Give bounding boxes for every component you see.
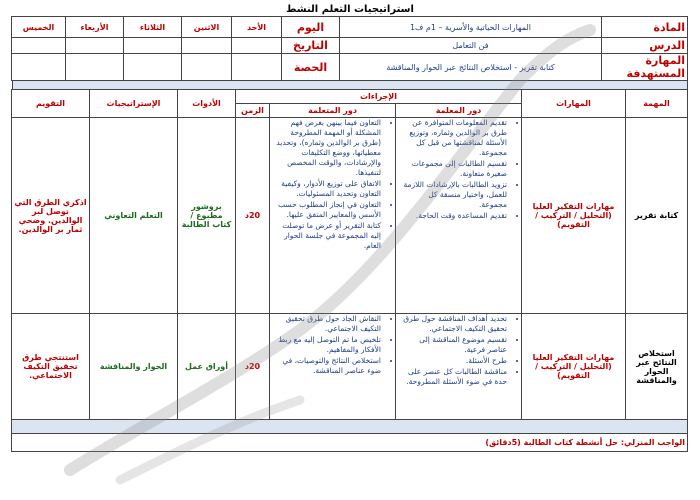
empty-band xyxy=(11,420,687,434)
period-label: الحصة xyxy=(282,54,340,81)
row2-teacher-role xyxy=(396,314,522,420)
row2-skills: مهارات التفكير العليا (التحليل / التركيب / التقويم) xyxy=(522,314,626,420)
list-item: • الاتفاق على توزيع الأدوار، وكيفية التعاون وتحديد المسئوليات. xyxy=(272,179,381,199)
lesson-value: فن التعامل xyxy=(340,38,602,54)
list-item: • تلخيص ما تم التوصل إليه مع ربط الأفكار والمفاهيم. xyxy=(272,335,381,355)
row2-task: استخلاص النتائج عبر الحوار والمناقشة xyxy=(626,314,688,420)
day-label: اليوم xyxy=(282,17,340,38)
lesson-plan-page xyxy=(12,4,688,496)
table-row xyxy=(11,118,687,314)
row2-student-role xyxy=(270,314,396,420)
list-item: • التعاون فيما بينهن بغرض فهم المشكلة أو المهمة المطروحة (طرق بر الوالدين وثماره)، وتحديد معطياتها، ووضع التكليفات والإرشادات، والوقت المخصص لتنفيذها. xyxy=(272,118,381,178)
header-tools: الأدوات xyxy=(177,90,235,118)
day-wednesday: الأربعاء xyxy=(66,17,124,38)
skill-value: كتابة تقرير - استخلاص النتائج عبر الحوار والمناقشة xyxy=(340,54,602,81)
skill-label: المهارة المستهدفة xyxy=(602,54,688,81)
day-monday: الاثنين xyxy=(182,17,232,38)
procedures-table xyxy=(11,89,688,452)
header-time: الزمن xyxy=(235,104,269,118)
page-title: استراتيجيات التعلم النشط xyxy=(286,4,414,15)
table-row xyxy=(11,314,687,420)
header-evaluation: التقويم xyxy=(11,90,89,118)
list-item: • تقديم المعلومات المتوافرة عن طرق بر الوالدين وثماره، وتوزيع الأسئلة لمناقشتها من قبل كل مجموعة. xyxy=(398,118,507,158)
row2-tools: أوراق عمل xyxy=(177,314,235,420)
header-procedures: الإجراءات xyxy=(235,90,521,104)
homework-line: الواجب المنزلي: حل أنشطة كتاب الطالبة (5دقائق) xyxy=(11,434,687,452)
list-item: • استخلاص النتائج والتوصيات، في ضوء عناصر المناقشة. xyxy=(272,356,381,376)
row1-evaluation: اذكري الطرق التي توصل لبر الوالدين. وضحي ثمار بر الوالدين. xyxy=(11,118,89,314)
row1-strategy: التعلم التعاوني xyxy=(89,118,177,314)
header-student-role: دور المتعلمة xyxy=(270,104,396,118)
header-task: المهمة xyxy=(626,90,688,118)
separator-band xyxy=(12,81,688,89)
row2-evaluation: استنتجي طرق تحقيق التكيف الاجتماعي. xyxy=(11,314,89,420)
row1-tools: بروشور مطبوع / كتاب الطالبة xyxy=(177,118,235,314)
list-item: • تقديم المساعدة وقت الحاجة. xyxy=(398,211,507,221)
day-sunday: الأحد xyxy=(232,17,282,38)
header-teacher-role: دور المعلمة xyxy=(396,104,522,118)
day-tuesday: الثلاثاء xyxy=(124,17,182,38)
row2-time: 20د xyxy=(235,314,269,420)
row1-time: 20د xyxy=(235,118,269,314)
list-item: • التعاون في إنجاز المطلوب حسب الأسس والمعايير المتفق عليها. xyxy=(272,200,381,220)
header-strategies: الإستراتيجيات xyxy=(89,90,177,118)
row2-strategy: الحوار والمناقشة xyxy=(89,314,177,420)
lesson-label: الدرس xyxy=(602,38,688,54)
header-skills: المهارات xyxy=(522,90,626,118)
subject-label: المادة xyxy=(602,17,688,38)
list-item: • مناقشة الطالبات كل عنصر على حدة في ضوء الأسئلة المطروحة. xyxy=(398,367,507,387)
day-thursday: الخميس xyxy=(12,17,66,38)
subject-value: المهارات الحياتية والأسرية – 1م ف1 xyxy=(340,17,602,38)
row1-task: كتابة تقرير xyxy=(626,118,688,314)
row1-skills: مهارات التفكير العليا (التحليل / التركيب / التقويم) xyxy=(522,118,626,314)
row1-teacher-role xyxy=(396,118,522,314)
list-item: • طرح الأسئلة. xyxy=(398,356,507,366)
list-item: • تقسيم موضوع المناقشة إلى عناصر فرعية. xyxy=(398,335,507,355)
list-item: • تحديد أهداف المناقشة حول طرق تحقيق التكيف الاجتماعي. xyxy=(398,314,507,334)
date-label: التاريخ xyxy=(282,38,340,54)
info-table xyxy=(11,16,688,81)
list-item: • تقسيم الطالبات إلى مجموعات صغيرة متعاونة. xyxy=(398,159,507,179)
list-item: • تزويد الطالبات بالإرشادات اللازمة للعمل، واختيار منسقة كل مجموعة. xyxy=(398,180,507,210)
row1-student-role xyxy=(270,118,396,314)
list-item: • النقاش الجاد حول طرق تحقيق التكيف الاجتماعي. xyxy=(272,314,381,334)
list-item: • كتابة التقرير أو عرض ما توصلت إليه المجموعة في جلسة الحوار العام. xyxy=(272,221,381,251)
